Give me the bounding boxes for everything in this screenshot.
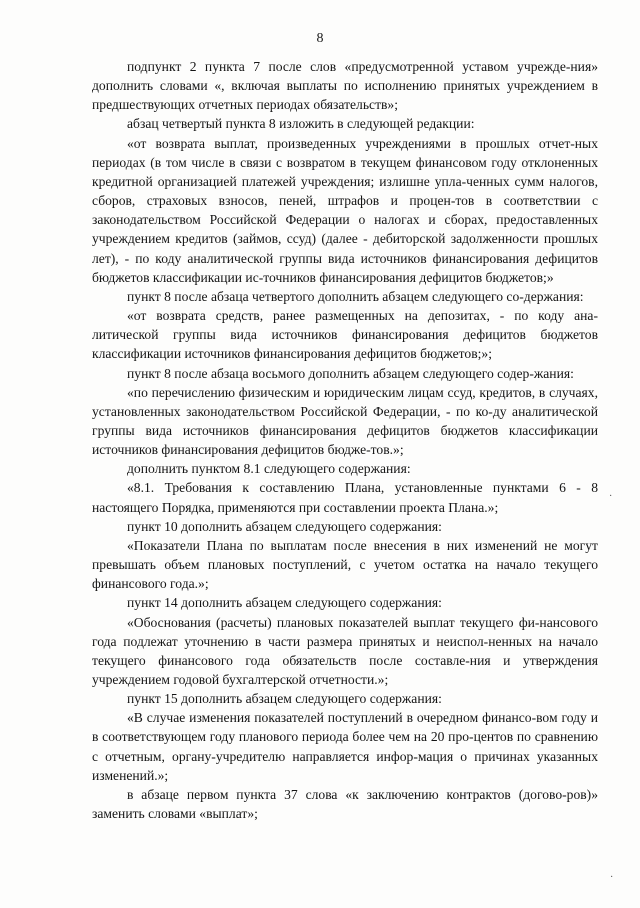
paragraph-item-8-1-intro: дополнить пунктом 8.1 следующего содержания: [127, 461, 411, 477]
scan-artifact-mark: · [609, 491, 613, 502]
paragraph-item-8-after-abzac-4-intro: пункт 8 после абзаца четвертого дополнить абзацем следующего со-держания: [127, 288, 584, 304]
paragraph-item-8-abzac-4-text: «от возврата выплат, произведенных учреждениями в прошлых отчет-ных периодах (в том числе в связи с возвратом в текущем финансовом году отклоненных кредитной организацией платежей учреждения; излишне упла-ченных сумм налогов, сборов, страховых взносов, пеней, штрафов и процен-тов в соответствии с законодательством Российской Федерации о налогах и сборах, предоставленных учреждением кредитов (займов, ссуд) (далее - дебиторской задолженности прошлых лет), - по коду аналитической группы вида источников финансирования дефицитов бюджетов классификации ис-точников финансирования дефицитов бюджетов;» [92, 135, 598, 285]
paragraph-item-8-after-abzac-8-text: «по перечислению физическим и юридическим лицам ссуд, кредитов, в случаях, установленных законодательством Российской Федерации, - по ко-ду аналитической группы вида источников финансирования дефицитов бюджетов классификации источников финансирования дефицитов бюдже-тов.»; [92, 384, 598, 458]
document-body [92, 57, 598, 823]
scan-artifact-mark: · [610, 872, 614, 883]
paragraph-item-10-intro: пункт 10 дополнить абзацем следующего содержания: [127, 518, 442, 534]
paragraph-item-37: в абзаце первом пункта 37 слова «к заключению контрактов (догово-ров)» заменить словами «выплат»; [92, 786, 598, 822]
paragraph-item-8-1-text: «8.1. Требования к составлению Плана, установленные пунктами 6 - 8 настоящего Порядка, применяются при составлении проекта Плана.»; [92, 480, 598, 515]
paragraph-item-14-intro: пункт 14 дополнить абзацем следующего содержания: [127, 595, 442, 611]
paragraph-item-14-text: «Обоснования (расчеты) плановых показателей выплат текущего фи-нансового года подлежат уточнению в части размера принятых и неиспол-ненных на начало текущего финансового года обязательств после составле-ния и утверждения учреждением годовой бухгалтерской отчетности.»; [92, 614, 598, 687]
paragraph-item-15-text: «В случае изменения показателей поступлений в очередном финансо-вом году и в соответствующем году планового периода более чем на 20 про-центов по сравнению с отчетным, органу-учредителю направляется инфор-мация о причинах указанных изменений.»; [92, 710, 598, 783]
paragraph-item-8-after-abzac-4-text: «от возврата средств, ранее размещенных на депозитах, - по коду ана-литической группы вида источников финансирования дефицитов бюджетов классификации источников финансирования дефицитов бюджетов;»; [92, 308, 598, 362]
paragraph-subparagraph-2-item-7: подпункт 2 пункта 7 после слов «предусмотренной уставом учрежде-ния» дополнить словами «, включая выплаты по исполнению принятых учреждением в предшествующих отчетных периодах обязательств»; [92, 59, 598, 113]
paragraph-item-10-text: «Показатели Плана по выплатам после внесения в них изменений не могут превышать объем плановых поступлений, с учетом остатка на начало текущего финансового года.»; [92, 537, 598, 592]
paragraph-item-8-after-abzac-8-intro: пункт 8 после абзаца восьмого дополнить абзацем следующего содер-жания: [127, 365, 574, 381]
paragraph-item-8-abzac-4-intro: абзац четвертый пункта 8 изложить в следующей редакции: [127, 116, 475, 132]
paragraph-item-15-intro: пункт 15 дополнить абзацем следующего содержания: [127, 691, 442, 707]
page-number: 8 [316, 31, 324, 46]
